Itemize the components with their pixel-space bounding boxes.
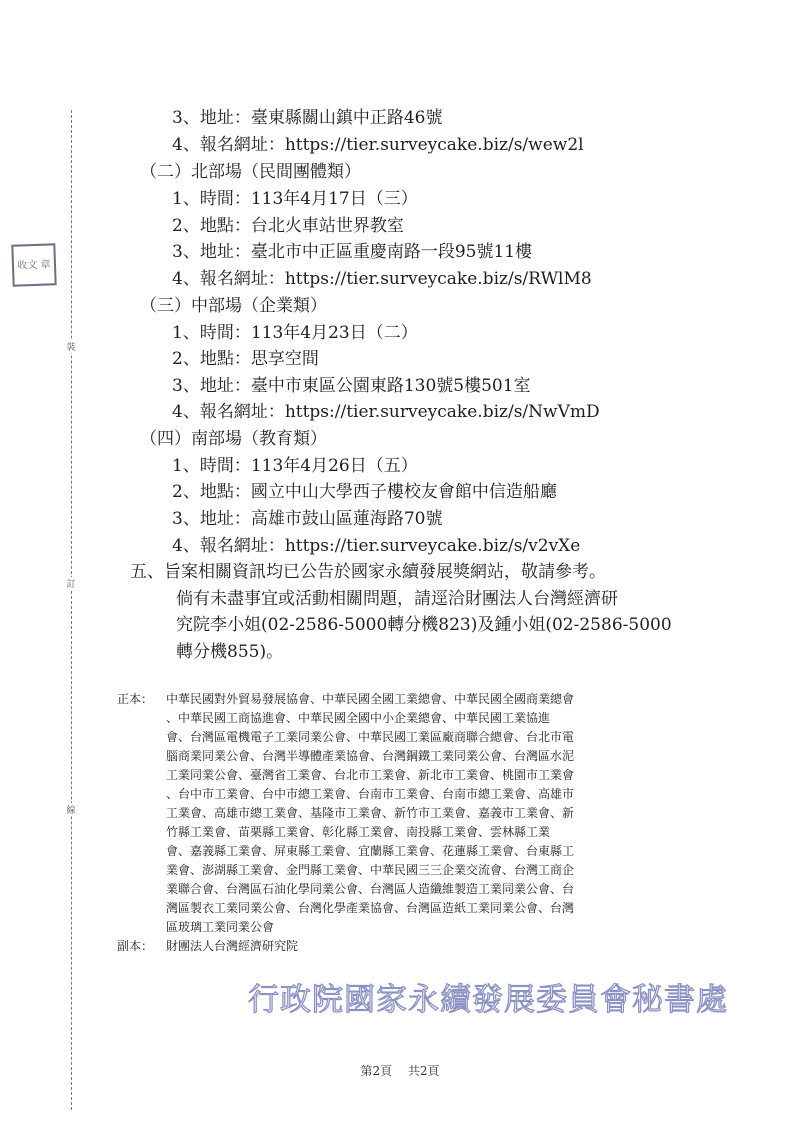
cc-line: 業會、澎湖縣工業會、金門縣工業會、中華民國三三企業交流會、台灣工商企 — [166, 863, 575, 877]
official-seal: 行政院國家永續發展委員會秘書處 — [248, 982, 728, 1018]
cc-line: 、台中市工業會、台中市總工業會、台南市工業會、台南市總工業會、高雄市 — [166, 787, 575, 801]
section5-line-3: 究院李小姐(02-2586-5000轉分機823)及鍾小姐(02-2586-5000 — [176, 615, 672, 635]
binding-mark-xian: 線 — [64, 803, 78, 816]
binding-mark-ding: 訂 — [64, 577, 78, 590]
venue-north-place: 2、地點：台北火車站世界教室 — [172, 216, 404, 236]
venue-south-time: 1、時間：113年4月26日（五） — [172, 456, 418, 476]
venue-east-address: 3、地址：臺東縣關山鎮中正路46號 — [172, 108, 443, 128]
cc-line: 會、嘉義縣工業會、屏東縣工業會、宜蘭縣工業會、花蓮縣工業會、台東縣工 — [166, 844, 575, 858]
binding-mark-zhuang: 裝 — [64, 340, 78, 353]
venue-east-url: 4、報名網址：https://tier.surveycake.biz/s/wew2l — [172, 135, 584, 155]
cc-line: 腦商業同業公會、台灣半導體產業協會、台灣鋼鐵工業同業公會、台灣區水泥 — [166, 749, 575, 763]
cc-line: 業聯合會、台灣區石油化學同業公會、台灣區人造纖維製造工業同業公會、台 — [166, 882, 575, 896]
section-south-heading: （四）南部場（教育類） — [140, 429, 327, 449]
cc-label: 正本： — [117, 692, 154, 706]
venue-north-url: 4、報名網址：https://tier.surveycake.biz/s/RWlM8 — [172, 269, 592, 289]
section5-line-4: 轉分機855)。 — [176, 642, 284, 662]
cc-line: 會、台灣區電機電子工業同業公會、中華民國工業區廠商聯合總會、台北市電 — [166, 730, 575, 744]
cc-line: 、中華民國工商協進會、中華民國全國中小企業總會、中華民國工業協進 — [166, 711, 551, 725]
receipt-seal: 收文 章 — [11, 243, 56, 287]
cc-line: 竹縣工業會、苗栗縣工業會、彰化縣工業會、南投縣工業會、雲林縣工業 — [166, 825, 551, 839]
page-total: 共2頁 — [407, 1064, 440, 1078]
cc-line: 工業會、高雄市總工業會、基隆市工業會、新竹市工業會、嘉義市工業會、新 — [166, 806, 575, 820]
section-north-heading: （二）北部場（民間團體類） — [140, 162, 361, 182]
section-central-heading: （三）中部場（企業類） — [140, 296, 327, 316]
venue-central-url: 4、報名網址：https://tier.surveycake.biz/s/NwVmD — [172, 402, 600, 422]
page-current: 第2頁 — [360, 1064, 393, 1078]
binding-line — [71, 110, 72, 1110]
page-number — [0, 1062, 800, 1079]
cc-line: 工業同業公會、臺灣省工業會、台北市工業會、新北市工業會、桃園市工業會 — [166, 768, 575, 782]
venue-central-place: 2、地點：思享空間 — [172, 349, 319, 369]
section5-line-1: 五、旨案相關資訊均已公告於國家永續發展獎網站，敬請參考。 — [130, 562, 606, 582]
venue-south-url: 4、報名網址：https://tier.surveycake.biz/s/v2vXe — [172, 536, 581, 556]
venue-south-address: 3、地址：高雄市鼓山區蓮海路70號 — [172, 509, 443, 529]
cc-line: 區玻璃工業同業公會 — [166, 920, 275, 934]
cc-line: 灣區製衣工業同業公會、台灣化學產業協會、台灣區造紙工業同業公會、台灣 — [166, 901, 575, 915]
venue-central-time: 1、時間：113年4月23日（二） — [172, 323, 418, 343]
venue-north-time: 1、時間：113年4月17日（三） — [172, 189, 418, 209]
venue-north-address: 3、地址：臺北市中正區重慶南路一段95號11樓 — [172, 242, 533, 262]
copy-label: 副本： — [117, 939, 154, 953]
section5-line-2: 倘有未盡事宜或活動相關問題，請逕洽財團法人台灣經濟研 — [176, 589, 618, 609]
cc-line: 中華民國對外貿易發展協會、中華民國全國工業總會、中華民國全國商業總會 — [166, 692, 575, 706]
copy-recipient: 財團法人台灣經濟研究院 — [166, 939, 299, 953]
venue-south-place: 2、地點：國立中山大學西子樓校友會館中信造船廳 — [172, 482, 557, 502]
venue-central-address: 3、地址：臺中市東區公園東路130號5樓501室 — [172, 376, 531, 396]
